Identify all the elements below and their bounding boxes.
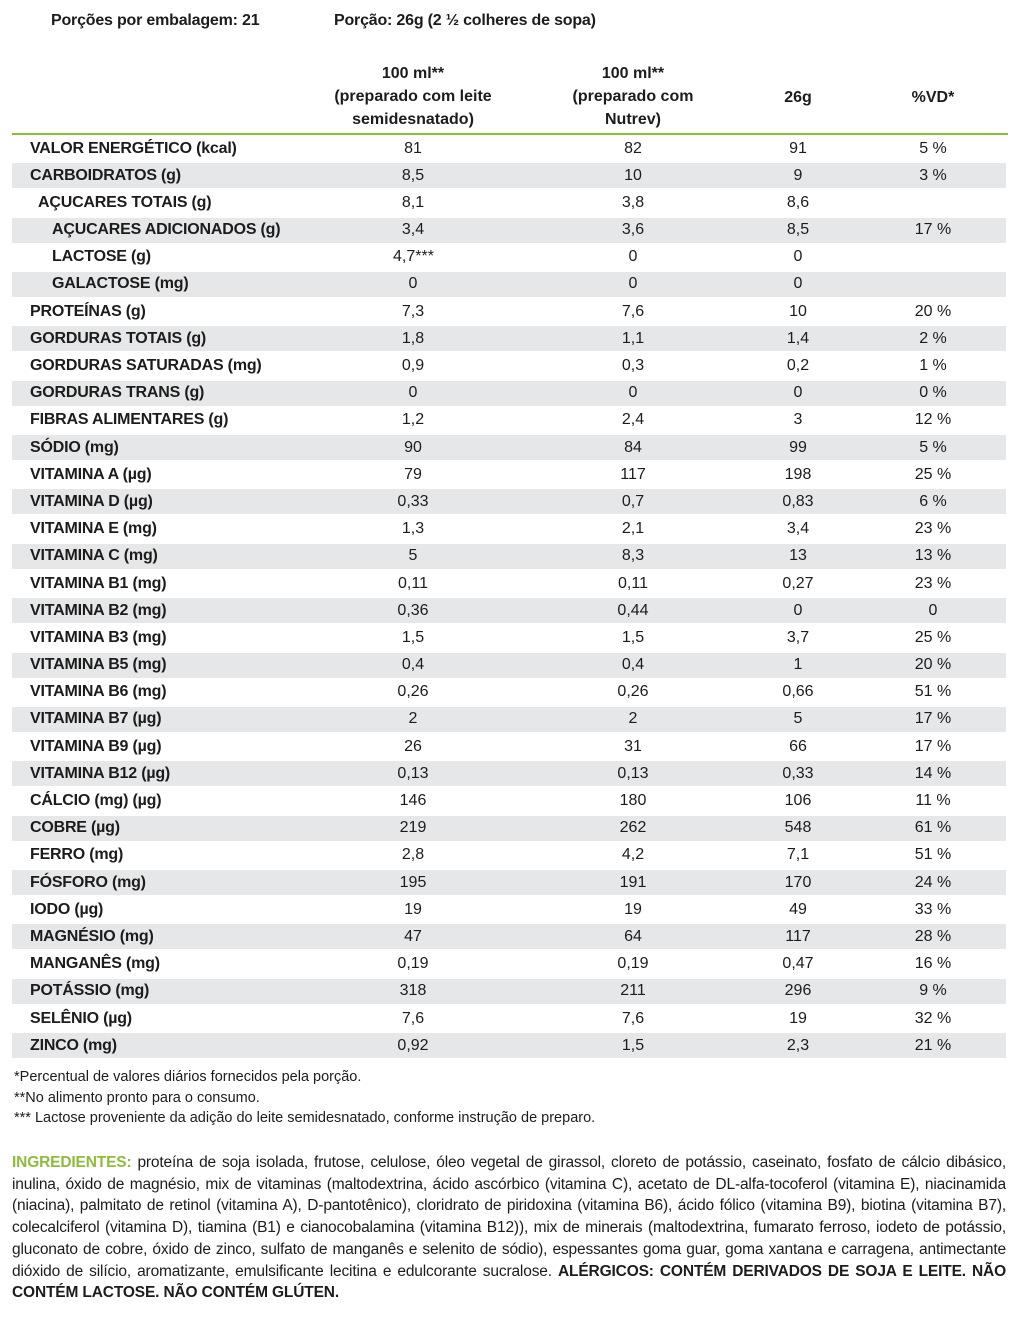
value-serving: 0 — [793, 384, 803, 402]
column-header-line: (preparado com — [572, 88, 694, 105]
nutrient-name: CARBOIDRATOS (g) — [30, 166, 181, 184]
nutrient-name: VITAMINA C (mg) — [30, 547, 158, 565]
nutrient-name: FIBRAS ALIMENTARES (g) — [30, 411, 229, 429]
value-nutrev: 1,5 — [621, 628, 645, 646]
value-dv: 16 % — [914, 955, 952, 973]
value-nutrev: 0,11 — [618, 574, 648, 592]
column-header-line: %VD* — [911, 89, 955, 106]
value-serving: 0,47 — [782, 955, 814, 973]
nutrient-name: VITAMINA B3 (mg) — [30, 628, 167, 646]
value-nutrev: 117 — [620, 465, 646, 483]
table-row — [12, 707, 1006, 732]
value-serving: 198 — [784, 465, 812, 483]
table-row — [12, 625, 1006, 650]
nutrient-name: VALOR ENERGÉTICO (kcal) — [30, 139, 237, 157]
value-milk: 219 — [399, 819, 427, 837]
value-milk: 90 — [404, 438, 422, 456]
value-dv: 5 % — [919, 438, 947, 456]
value-nutrev: 211 — [620, 982, 646, 1000]
value-milk: 146 — [399, 792, 427, 809]
value-serving: 49 — [789, 900, 807, 918]
value-dv: 23 % — [914, 574, 952, 592]
nutrient-name: CÁLCIO (mg) (µg) — [30, 792, 162, 809]
table-row — [12, 163, 1006, 188]
value-nutrev: 0,3 — [621, 357, 645, 374]
value-nutrev: 19 — [624, 900, 642, 918]
value-nutrev: 2,1 — [621, 520, 645, 538]
nutrient-name: ZINCO (mg) — [30, 1036, 117, 1054]
value-milk: 3,4 — [401, 221, 425, 239]
table-row — [12, 598, 1006, 623]
value-serving: 0,66 — [782, 683, 814, 701]
value-serving: 7,1 — [786, 846, 810, 864]
value-serving: 3,7 — [786, 628, 810, 646]
value-nutrev: 262 — [619, 819, 647, 837]
table-row — [12, 1006, 1006, 1031]
table-row — [12, 571, 1006, 596]
value-serving: 0 — [793, 275, 803, 293]
value-milk: 2 — [408, 710, 418, 728]
table-row — [12, 897, 1006, 922]
value-milk: 26 — [404, 737, 422, 755]
nutrient-name: VITAMINA D (µg) — [30, 492, 153, 510]
value-nutrev: 1,5 — [621, 1036, 645, 1054]
nutrient-name: SELÊNIO (µg) — [30, 1009, 132, 1027]
value-dv: 25 % — [914, 628, 952, 646]
column-header-milk — [318, 62, 508, 131]
value-nutrev: 0,44 — [617, 601, 649, 619]
value-nutrev: 2,4 — [621, 411, 645, 429]
table-row — [12, 190, 1006, 215]
column-header-line: Nutrev) — [604, 111, 661, 128]
value-serving: 3 — [793, 411, 803, 429]
nutrient-name: FERRO (mg) — [30, 846, 124, 864]
nutrient-name: GORDURAS TRANS (g) — [30, 384, 205, 402]
value-nutrev: 180 — [619, 792, 647, 809]
value-dv: 17 % — [914, 710, 952, 728]
value-milk: 8,5 — [401, 166, 425, 184]
value-nutrev: 10 — [624, 166, 642, 184]
value-milk: 0,11 — [398, 574, 428, 592]
table-row — [12, 381, 1006, 406]
nutrient-name: LACTOSE (g) — [52, 248, 151, 266]
value-nutrev: 64 — [624, 927, 642, 945]
value-milk: 2,8 — [401, 846, 425, 864]
footnotes — [14, 1067, 595, 1129]
table-row — [12, 544, 1006, 569]
nutrient-name: FÓSFORO (mg) — [30, 873, 146, 891]
value-dv: 9 % — [919, 982, 947, 1000]
value-serving: 0,83 — [782, 492, 814, 510]
nutrient-name: VITAMINA B1 (mg) — [30, 574, 167, 592]
value-milk: 47 — [404, 927, 422, 945]
value-nutrev: 7,6 — [621, 302, 645, 320]
header-divider — [12, 133, 1008, 135]
column-header-serving — [748, 86, 848, 109]
nutrient-name: MANGANÊS (mg) — [30, 955, 160, 973]
nutrient-name: VITAMINA B2 (mg) — [30, 601, 167, 619]
nutrient-name: VITAMINA B7 (µg) — [30, 710, 162, 728]
nutrient-name: VITAMINA A (µg) — [30, 465, 152, 483]
value-milk: 195 — [399, 873, 427, 891]
nutrient-name: VITAMINA B9 (µg) — [30, 737, 162, 755]
value-milk: 19 — [404, 900, 422, 918]
value-milk: 0,92 — [397, 1036, 429, 1054]
footnote-dv: *Percentual de valores diários fornecidos pela porção. — [14, 1069, 362, 1085]
column-header-line: 26g — [784, 89, 812, 106]
value-dv: 5 % — [919, 139, 947, 157]
table-row — [12, 924, 1006, 949]
column-header-line: 100 ml** — [601, 65, 665, 82]
value-milk: 8,1 — [401, 193, 425, 211]
value-milk: 7,6 — [401, 1009, 425, 1027]
table-row — [12, 218, 1006, 243]
nutrient-name: VITAMINA B5 (mg) — [30, 656, 167, 674]
nutrient-name: VITAMINA E (mg) — [30, 520, 157, 538]
value-milk: 4,7*** — [393, 248, 434, 266]
value-serving: 117 — [785, 927, 811, 945]
value-nutrev: 0 — [628, 275, 638, 293]
value-milk: 0,4 — [401, 656, 425, 674]
value-nutrev: 0,13 — [617, 764, 649, 782]
allergens-text: ALÉRGICOS: CONTÉM DERIVADOS DE SOJA E LEITE. NÃO CONTÉM LACTOSE. NÃO CONTÉM GLÚTEN. — [12, 1262, 1006, 1302]
value-dv: 24 % — [914, 873, 952, 891]
table-row — [12, 326, 1006, 351]
table-row — [12, 952, 1006, 977]
nutrient-name: AÇUCARES TOTAIS (g) — [38, 193, 212, 211]
nutrient-name: GORDURAS TOTAIS (g) — [30, 329, 207, 347]
table-row — [12, 979, 1006, 1004]
value-dv: 13 % — [914, 547, 952, 565]
value-dv: 20 % — [914, 656, 952, 674]
ingredients-title: INGREDIENTES: — [12, 1154, 132, 1171]
value-dv: 0 % — [919, 384, 947, 402]
value-dv: 23 % — [914, 520, 952, 538]
value-milk: 1,8 — [401, 329, 425, 347]
servings-per-package: Porções por embalagem: 21 — [51, 12, 260, 29]
table-row — [12, 299, 1006, 324]
value-nutrev: 0,4 — [621, 656, 645, 674]
value-dv: 3 % — [919, 166, 947, 184]
value-milk: 79 — [404, 465, 422, 483]
column-header-dv — [883, 86, 983, 109]
table-row — [12, 870, 1006, 895]
value-milk: 0,9 — [401, 357, 425, 374]
value-dv: 61 % — [914, 819, 952, 837]
value-nutrev: 84 — [624, 438, 642, 456]
nutrient-name: PROTEÍNAS (g) — [30, 302, 146, 320]
value-milk: 0 — [408, 275, 418, 293]
value-nutrev: 2 — [628, 710, 638, 728]
value-nutrev: 7,6 — [621, 1009, 645, 1027]
value-milk: 0,26 — [397, 683, 429, 701]
value-dv: 2 % — [919, 329, 947, 347]
serving-size: Porção: 26g (2 ½ colheres de sopa) — [334, 12, 596, 29]
value-nutrev: 0,26 — [617, 683, 649, 701]
value-dv: 0 — [928, 601, 938, 619]
nutrient-name: GALACTOSE (mg) — [52, 275, 189, 293]
value-nutrev: 0 — [628, 384, 638, 402]
value-dv: 17 % — [914, 221, 952, 239]
table-row — [12, 245, 1006, 270]
nutrient-name: MAGNÉSIO (mg) — [30, 927, 154, 945]
value-nutrev: 4,2 — [621, 846, 645, 864]
value-nutrev: 0,19 — [617, 955, 649, 973]
value-nutrev: 31 — [624, 737, 642, 755]
value-serving: 13 — [789, 547, 807, 565]
value-milk: 7,3 — [401, 302, 425, 320]
table-row — [12, 789, 1006, 814]
table-row — [12, 489, 1006, 514]
table-row — [12, 734, 1006, 759]
value-nutrev: 191 — [619, 873, 647, 891]
table-row — [12, 680, 1006, 705]
table-row — [12, 272, 1006, 297]
column-header-nutrev — [548, 62, 718, 131]
value-nutrev: 1,1 — [621, 329, 645, 347]
value-dv: 33 % — [914, 900, 952, 918]
nutrient-name: VITAMINA B12 (µg) — [30, 764, 171, 782]
value-dv: 6 % — [919, 492, 947, 510]
table-row — [12, 354, 1006, 379]
value-nutrev: 3,6 — [621, 221, 645, 239]
column-header-line: (preparado com leite — [334, 88, 492, 105]
value-milk: 318 — [399, 982, 427, 1000]
value-serving: 99 — [789, 438, 807, 456]
value-milk: 0,13 — [397, 764, 429, 782]
value-nutrev: 0 — [628, 248, 638, 266]
ingredients-paragraph — [12, 1152, 1006, 1304]
value-dv: 25 % — [914, 465, 952, 483]
footnote-lactose: *** Lactose proveniente da adição do leite semidesnatado, conforme instrução de preparo. — [14, 1110, 596, 1126]
value-milk: 1,2 — [401, 411, 425, 429]
nutrient-name: GORDURAS SATURADAS (mg) — [30, 357, 262, 374]
value-serving: 19 — [789, 1009, 807, 1027]
value-nutrev: 3,8 — [621, 193, 645, 211]
value-milk: 0,33 — [397, 492, 429, 510]
value-serving: 3,4 — [786, 520, 810, 538]
table-row — [12, 761, 1006, 786]
value-serving: 1 — [793, 656, 803, 674]
value-dv: 51 % — [914, 846, 952, 864]
nutrient-name: VITAMINA B6 (mg) — [30, 683, 167, 701]
value-milk: 5 — [408, 547, 418, 565]
value-milk: 81 — [404, 139, 422, 157]
value-dv: 12 % — [914, 411, 952, 429]
value-serving: 0,33 — [782, 764, 814, 782]
nutrition-table — [12, 136, 1006, 1060]
value-serving: 91 — [789, 139, 807, 157]
value-dv: 20 % — [914, 302, 952, 320]
value-serving: 0 — [793, 601, 803, 619]
table-row — [12, 517, 1006, 542]
column-header-line: 100 ml** — [381, 65, 445, 82]
value-serving: 8,6 — [786, 193, 810, 211]
table-row — [12, 462, 1006, 487]
value-serving: 548 — [784, 819, 812, 837]
value-serving: 296 — [784, 982, 812, 1000]
value-milk: 0 — [408, 384, 418, 402]
value-serving: 2,3 — [786, 1036, 810, 1054]
value-serving: 8,5 — [786, 221, 810, 239]
value-dv: 1 % — [919, 357, 947, 374]
footnote-ready: **No alimento pronto para o consumo. — [14, 1089, 260, 1106]
nutrient-name: AÇUCARES ADICIONADOS (g) — [52, 221, 281, 239]
value-milk: 0,19 — [397, 955, 429, 973]
value-dv: 32 % — [914, 1009, 952, 1027]
table-row — [12, 1033, 1006, 1058]
value-dv: 28 % — [914, 927, 952, 945]
column-header-line: semidesnatado) — [352, 111, 474, 128]
value-serving: 106 — [784, 792, 812, 809]
ingredients-text: proteína de soja isolada, frutose, celulose, óleo vegetal de girassol, cloreto de potássio, caseinato, fosfato de cálcio dibásico, inulina, óxido de magnésio, mix de vitaminas (maltodextrina, ácido ascórbico (vitamina C), acetato de DL-alfa-tocoferol (vitamina E), niacinamida (niacina), palmitato de retinol (vitamina A), D-pantotênico), cloridrato de piridoxina (vitamina B6), ácido fólico (vitamina B9), biotina (vitamina B7), colecalciferol (vitamina D), tiamina (B1) e cianocobalamina (vitamina B12)), mix de minerais (maltodextrina, fumarato ferroso, iodeto de potássio, gluconato de cobre, óxido de zinco, sulfato de manganês e selenito de sódio), espessantes goma guar, goma xantana e carragena, antimectante dióxido de silício, aromatizante, emulsificante lecitina e edulcorante sucralose. — [12, 1154, 1006, 1280]
value-serving: 170 — [784, 873, 812, 891]
table-row — [12, 653, 1006, 678]
value-nutrev: 0,7 — [621, 492, 645, 510]
nutrient-name: COBRE (µg) — [30, 819, 120, 837]
value-dv: 11 % — [915, 792, 951, 809]
value-serving: 1,4 — [786, 329, 810, 347]
value-dv: 14 % — [914, 764, 952, 782]
value-milk: 1,3 — [401, 520, 425, 538]
value-serving: 0,2 — [786, 357, 810, 374]
value-nutrev: 8,3 — [621, 547, 645, 565]
value-serving: 0 — [793, 248, 803, 266]
value-serving: 5 — [793, 710, 803, 728]
table-row — [12, 843, 1006, 868]
nutrient-name: IODO (µg) — [30, 900, 104, 918]
value-serving: 66 — [789, 737, 807, 755]
table-row — [12, 816, 1006, 841]
table-row — [12, 136, 1006, 161]
value-serving: 0,27 — [782, 574, 814, 592]
value-dv: 17 % — [914, 737, 952, 755]
value-milk: 1,5 — [401, 628, 425, 646]
value-dv: 51 % — [914, 683, 952, 701]
value-serving: 9 — [793, 166, 803, 184]
table-row — [12, 435, 1006, 460]
value-dv: 21 % — [914, 1036, 952, 1054]
value-serving: 10 — [789, 302, 807, 320]
table-row — [12, 408, 1006, 433]
nutrient-name: SÓDIO (mg) — [30, 438, 119, 456]
value-milk: 0,36 — [397, 601, 429, 619]
nutrient-name: POTÁSSIO (mg) — [30, 982, 150, 1000]
value-nutrev: 82 — [624, 139, 642, 157]
